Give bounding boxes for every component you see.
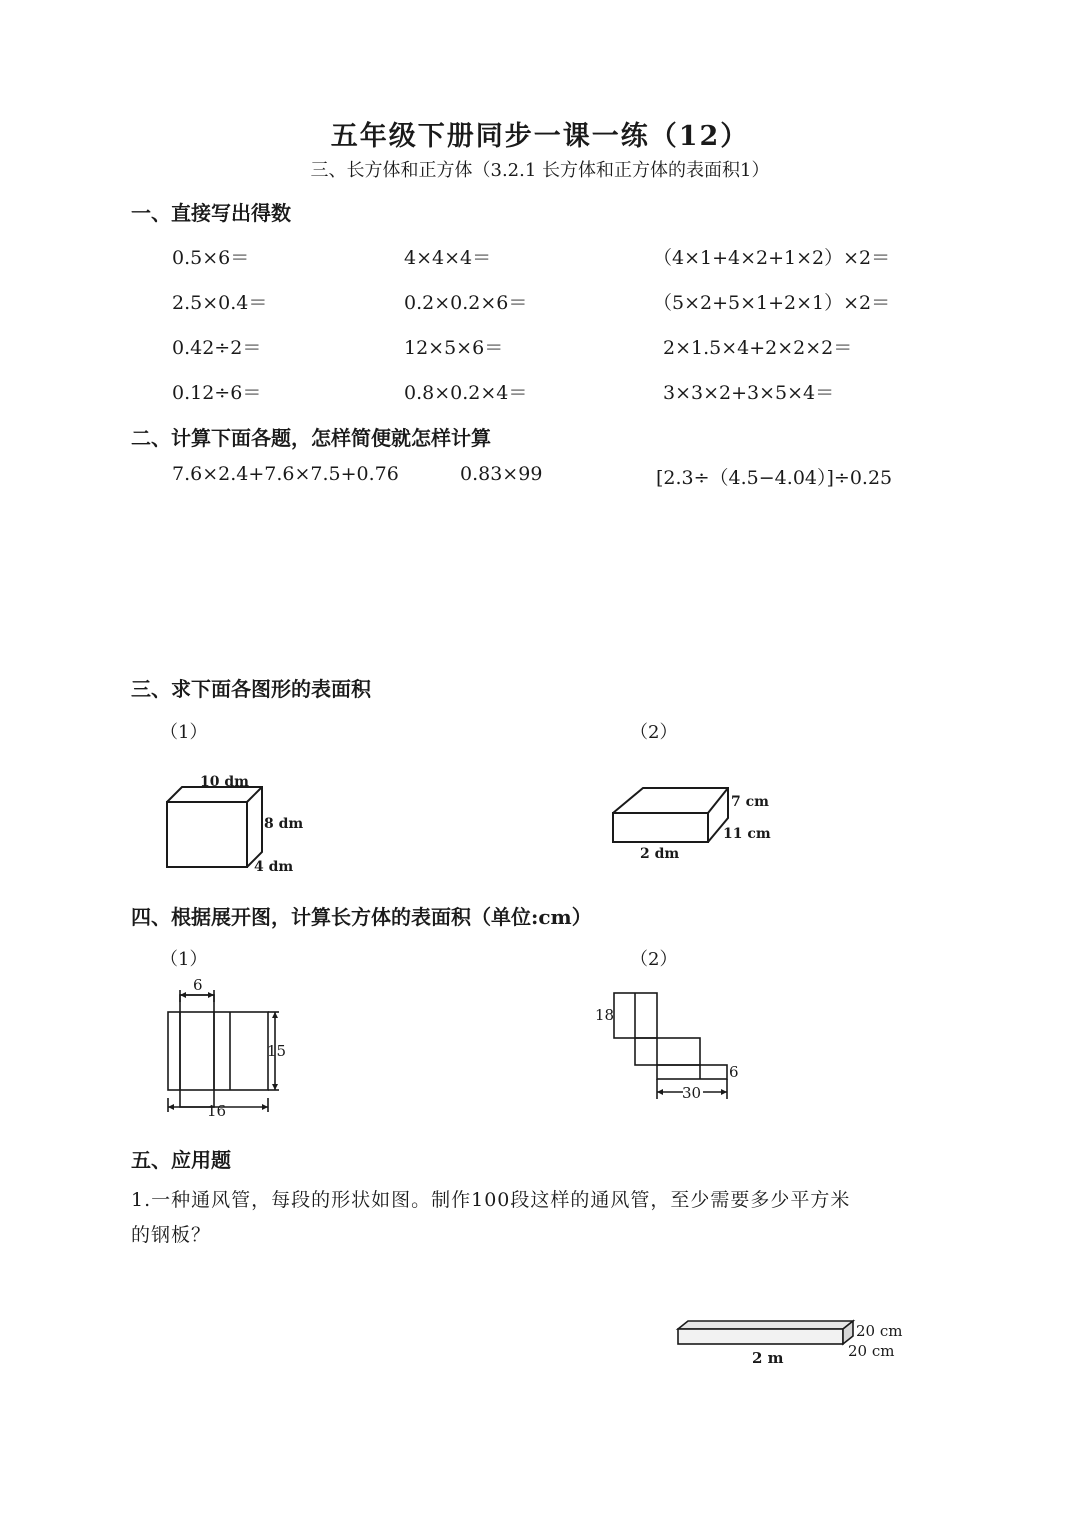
section2-heading: 二、计算下面各题，怎样简便就怎样计算 [131,426,491,450]
width-label: 11 cm [723,826,771,842]
question-text: 的钢板？ [131,1224,212,1246]
dim-label: 18 [595,1006,615,1024]
width-label: 4 dm [254,859,294,875]
section1-heading: 一、直接写出得数 [131,201,291,225]
page-subtitle: 三、长方体和正方体（3.2.1 长方体和正方体的表面积1） [310,160,770,181]
oral-calc-item: 0.8×0.2×4＝ [404,382,528,404]
oral-calc-item: 0.5×6＝ [172,247,250,269]
height-label: 8 dm [264,816,304,832]
length-label: 2 dm [640,846,680,862]
section4-heading: 四、根据展开图，计算长方体的表面积（单位:cm） [131,905,592,929]
figure-label: （1） [160,722,208,743]
calc-item: 0.83×99 [460,463,543,485]
figure-label: （2） [630,949,678,970]
pipe-figure [670,1315,920,1375]
oral-calc-item: 2.5×0.4＝ [172,292,268,314]
dim-label: 16 [207,1102,227,1120]
section3-heading: 三、求下面各图形的表面积 [131,677,371,701]
figure-label: （2） [630,722,678,743]
height-label: 7 cm [731,794,769,810]
cuboid-net-1 [155,970,295,1120]
figure-label: （1） [160,949,208,970]
cuboid-figure-2 [605,780,795,865]
length-label: 10 dm [200,774,249,790]
length-label: 2 m [752,1349,784,1367]
dim-label: 6 [193,976,203,994]
dim-label: 30 [682,1084,702,1102]
cuboid-net-2 [590,985,750,1105]
dim-label: 6 [729,1063,739,1081]
oral-calc-item: 3×3×2+3×5×4＝ [663,382,835,404]
section5-heading: 五、应用题 [131,1148,231,1172]
dim-label: 20 cm [848,1342,895,1360]
oral-calc-item: 0.42÷2＝ [172,337,262,359]
oral-calc-item: 2×1.5×4+2×2×2＝ [663,337,853,359]
oral-calc-item: 4×4×4＝ [404,247,492,269]
oral-calc-item: （4×1+4×2+1×2）×2＝ [653,247,891,269]
cuboid-figure-1 [150,765,330,880]
calc-item: [2.3÷（4.5−4.04）]÷0.25 [656,467,893,489]
page-title: 五年级下册同步一课一练（12） [330,121,750,152]
oral-calc-item: 0.12÷6＝ [172,382,262,404]
calc-item: 7.6×2.4+7.6×7.5+0.76 [172,463,399,485]
oral-calc-item: 0.2×0.2×6＝ [404,292,528,314]
question-text: 1.一种通风管，每段的形状如图。制作100段这样的通风管，至少需要多少平方米 [131,1189,851,1211]
dim-label: 15 [267,1042,287,1060]
oral-calc-item: （5×2+5×1+2×1）×2＝ [653,292,891,314]
dim-label: 20 cm [856,1322,903,1340]
oral-calc-item: 12×5×6＝ [404,337,504,359]
